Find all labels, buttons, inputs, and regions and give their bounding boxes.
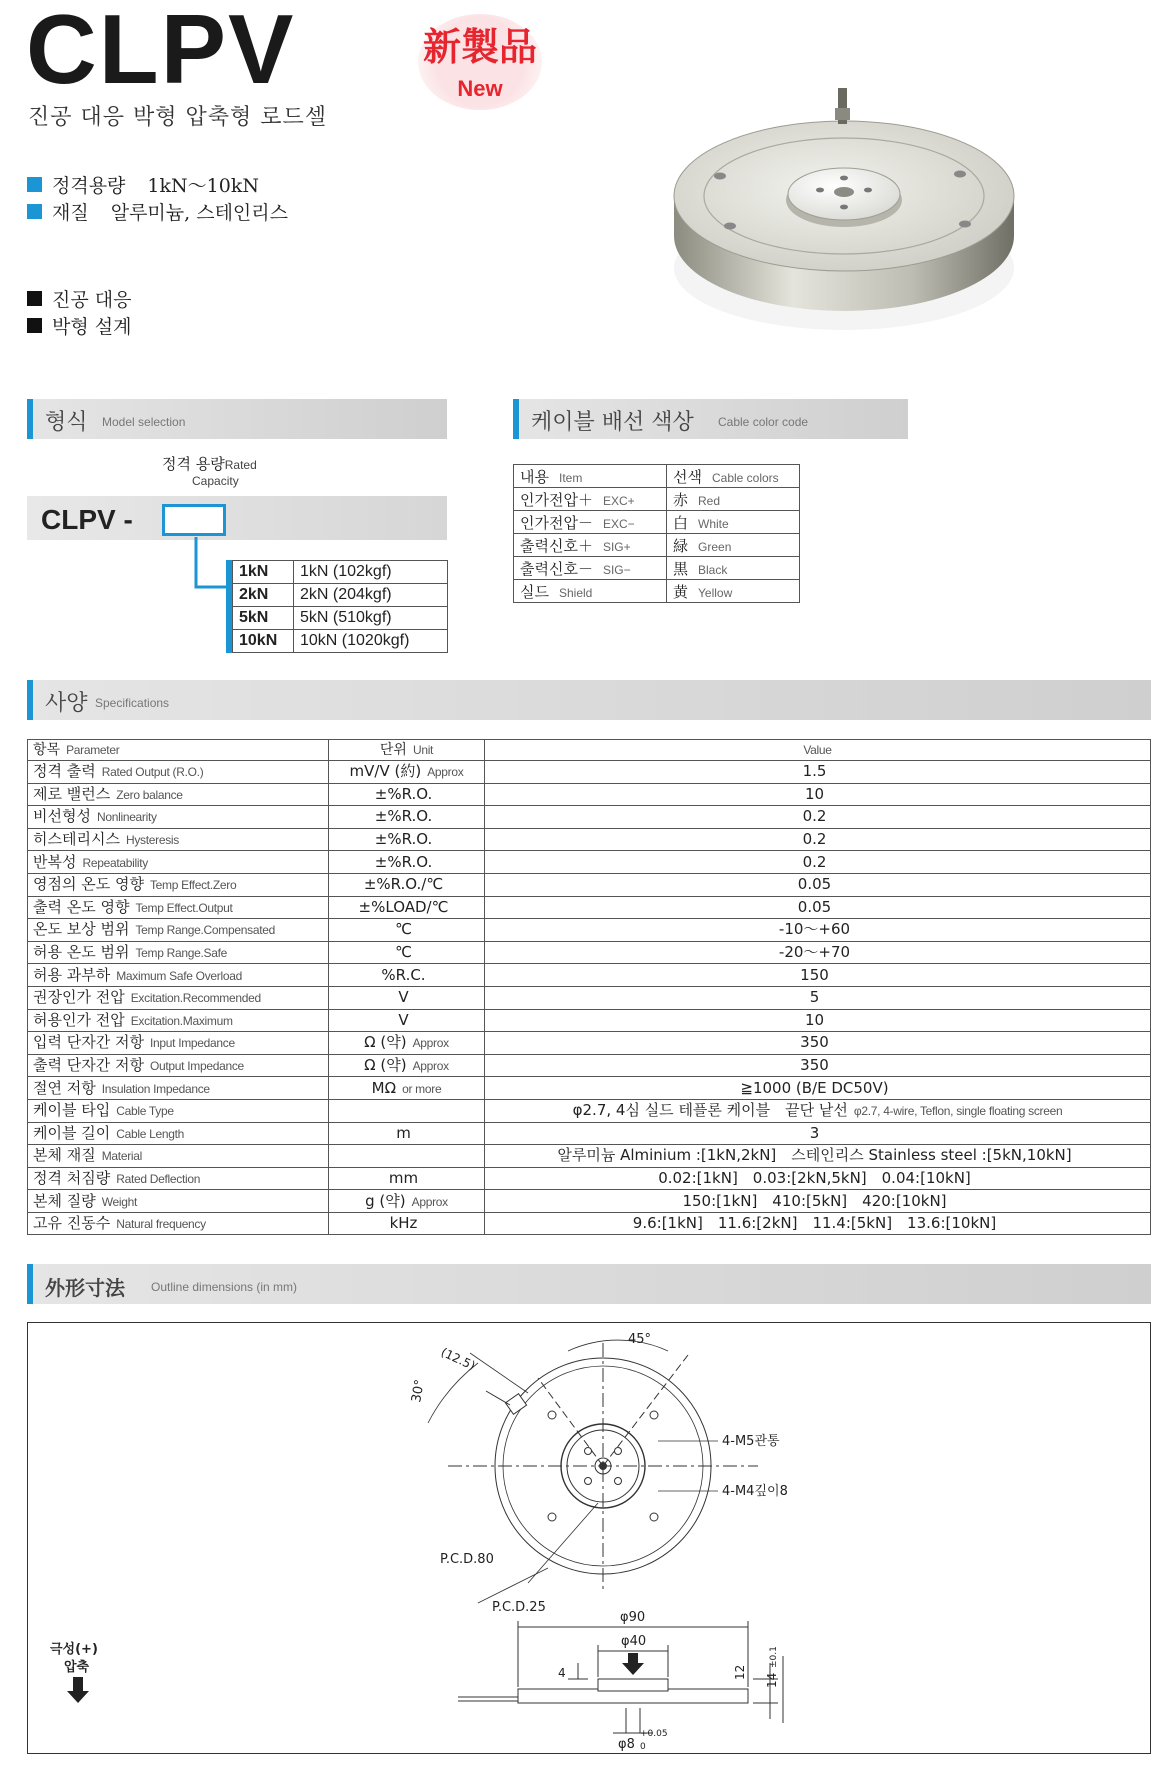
- spec-unit: Ω (약): [364, 1033, 407, 1052]
- spec-param-en: Cable Type: [116, 1104, 174, 1119]
- spec-unit: %R.C.: [381, 965, 426, 984]
- spec-value: 0.2: [802, 852, 827, 871]
- spec-value: 3: [809, 1123, 820, 1142]
- spec-unit: mm: [388, 1168, 419, 1187]
- spec-param-en: Natural frequency: [116, 1217, 206, 1232]
- spec-param: 허용 온도 범위: [33, 943, 130, 962]
- spec-param: 온도 보상 범위: [33, 920, 130, 939]
- cable-color-row: [514, 580, 800, 603]
- rated-capacity-en2: Capacity: [192, 474, 239, 488]
- spec-value: 9.6:[1kN] 11.6:[2kN] 11.4:[5kN] 13.6:[10kN]: [632, 1214, 997, 1233]
- material-value: 알루미늄, 스테인리스: [110, 202, 288, 224]
- capacity-option-row: [233, 561, 448, 584]
- spec-param-en: Nonlinearity: [96, 810, 157, 825]
- spec-unit: ℃: [395, 920, 412, 939]
- rated-capacity-en: Rated: [224, 458, 257, 472]
- dim-h4: 4: [558, 1666, 566, 1680]
- spec-row: [28, 896, 1151, 919]
- bullet-square-icon: [27, 291, 42, 306]
- capacity-option-code: 5kN: [233, 607, 294, 630]
- spec-value: 0.2: [802, 830, 827, 849]
- dim-d8-tol-up: +0.05: [640, 1729, 668, 1739]
- spec-table: [27, 739, 1151, 1235]
- model-code-bar: [27, 496, 447, 540]
- badge-main-text: 新製品: [422, 24, 537, 69]
- spec-unit: ±%R.O.: [374, 807, 433, 826]
- polarity-arrow-icon: [67, 1677, 89, 1703]
- spec-param: 출력 온도 영향: [33, 897, 130, 916]
- capacity-option-desc: 10kN (1020kgf): [294, 630, 448, 653]
- spec-value: 1.5: [802, 762, 827, 781]
- feature-point-1: 진공 대응: [52, 289, 132, 311]
- spec-row: [28, 1032, 1151, 1055]
- spec-param-en: Excitation.Maximum: [130, 1013, 233, 1028]
- cable-head-item-en: Item: [558, 470, 583, 485]
- cable-color: 黄: [673, 582, 689, 601]
- load-arrow-icon: [622, 1653, 644, 1675]
- spec-unit-en: or more: [402, 1081, 442, 1096]
- dim-h14: 14: [765, 1672, 779, 1688]
- rated-capacity-ko: 정격 용량: [162, 455, 225, 473]
- spec-unit: ℃: [395, 943, 412, 962]
- spec-param-en: Temp Range.Compensated: [135, 923, 275, 938]
- spec-row: [28, 964, 1151, 987]
- spec-param: 비선형성: [33, 807, 91, 826]
- dim-d90: φ90: [620, 1610, 646, 1625]
- spec-param-en: Cable Length: [116, 1126, 185, 1141]
- badge-sub-text: New: [457, 76, 503, 101]
- spec-title: 사양: [45, 691, 88, 716]
- bullet-square-icon: [27, 318, 42, 333]
- spec-param-en: Input Impedance: [149, 1036, 235, 1051]
- spec-head-unit: 단위: [379, 742, 407, 758]
- cable-color-table: [513, 464, 800, 603]
- spec-value: 5: [809, 988, 820, 1007]
- spec-unit-en: Approx: [427, 765, 464, 780]
- cable-color-title-en: Cable color code: [718, 415, 809, 429]
- spec-row: [28, 1190, 1151, 1213]
- spec-param: 권장인가 전압: [33, 988, 125, 1007]
- cable-color-title: 케이블 배선 색상: [531, 410, 694, 435]
- new-product-badge: [418, 14, 542, 110]
- spec-value: 0.2: [802, 807, 827, 826]
- spec-row: [28, 873, 1151, 896]
- spec-unit: mV/V (約): [349, 762, 422, 781]
- spec-param: 허용인가 전압: [33, 1010, 125, 1029]
- spec-row: [28, 1054, 1151, 1077]
- capacity-option-desc: 1kN (102kgf): [294, 561, 448, 584]
- spec-value: 0.05: [797, 897, 832, 916]
- model-selection-header: [27, 399, 447, 439]
- spec-value: 0.05: [797, 875, 832, 894]
- spec-value: 0.02:[1kN] 0.03:[2kN,5kN] 0.04:[10kN]: [658, 1168, 971, 1187]
- spec-head-row: [28, 740, 1151, 761]
- dimensions-title: 外形寸法: [45, 1276, 125, 1300]
- cable-color-head-row: [514, 465, 800, 488]
- spec-value: 알루미늄 Alminium :[1kN,2kN] 스테인리스 Stainless steel :[5kN,10kN]: [557, 1146, 1072, 1165]
- spec-row: [28, 1009, 1151, 1032]
- spec-param: 본체 질량: [33, 1191, 96, 1210]
- dim-pcd80: P.C.D.80: [440, 1552, 494, 1567]
- cable-item-en: SIG+: [602, 539, 631, 554]
- cable-item: 출력신호－: [520, 559, 593, 578]
- spec-title-en: Specifications: [95, 696, 170, 710]
- spec-param-en: Material: [101, 1149, 143, 1164]
- spec-row: [28, 1145, 1151, 1168]
- dimensions-title-en: Outline dimensions (in mm): [151, 1280, 298, 1294]
- capacity-value: 1kN～10kN: [147, 175, 259, 197]
- rated-capacity-label: [162, 453, 257, 474]
- product-photo: [660, 86, 1020, 336]
- spec-param: 절연 저항: [33, 1078, 96, 1097]
- cable-color: 白: [673, 513, 689, 532]
- cable-item-en: SIG−: [602, 562, 631, 577]
- cable-head-item: 내용: [520, 467, 549, 486]
- capacity-label: 정격용량: [52, 175, 126, 197]
- spec-param-en: Excitation.Recommended: [130, 991, 261, 1006]
- spec-param: 제로 밸런스: [33, 784, 111, 803]
- spec-unit: MΩ: [371, 1078, 397, 1097]
- material-label: 재질: [52, 202, 89, 224]
- spec-param: 고유 진동수: [33, 1214, 111, 1233]
- cable-item-en: Shield: [558, 585, 593, 600]
- dim-d8-tol-dn: 0: [640, 1742, 646, 1752]
- spec-row: [28, 783, 1151, 806]
- spec-param-en: Temp Effect.Zero: [149, 878, 237, 893]
- spec-head-unit-en: Unit: [412, 743, 434, 757]
- spec-param-en: Rated Output (R.O.): [101, 765, 204, 780]
- spec-value: 350: [800, 1033, 829, 1052]
- capacity-option-row: [233, 630, 448, 653]
- dim-d8: φ8: [618, 1737, 635, 1752]
- dim-cable-offset: (12.5): [438, 1345, 478, 1373]
- feature-vacuum: [27, 285, 131, 312]
- feature-thin: [27, 312, 131, 339]
- cable-item: 인가전압＋: [520, 490, 593, 509]
- cable-color: 黒: [673, 559, 689, 578]
- cable-head-color: 선색: [673, 467, 702, 486]
- cable-item: 인가전압－: [520, 513, 593, 532]
- capacity-option-row: [233, 584, 448, 607]
- spec-param-en: Output Impedance: [149, 1059, 244, 1074]
- model-code-box: [162, 504, 226, 536]
- dim-angle-45: 45°: [628, 1332, 652, 1347]
- spec-param: 히스테리시스: [33, 830, 120, 849]
- cable-head-color-en: Cable colors: [711, 470, 779, 485]
- spec-unit: V: [398, 988, 409, 1007]
- cable-color-en: Green: [698, 539, 732, 554]
- spec-row: [28, 851, 1151, 874]
- dim-m5: 4-M5관통: [722, 1434, 780, 1449]
- spec-unit-en: Approx: [412, 1059, 449, 1074]
- spec-param-en: Rated Deflection: [116, 1171, 201, 1186]
- cable-item: 출력신호＋: [520, 536, 593, 555]
- capacity-option-row: [233, 607, 448, 630]
- feature-material: [27, 198, 288, 225]
- cable-item: 실드: [520, 582, 549, 601]
- spec-row: [28, 986, 1151, 1009]
- spec-param-en: Maximum Safe Overload: [116, 968, 242, 983]
- spec-param-en: Weight: [101, 1194, 138, 1209]
- bullet-square-icon: [27, 177, 42, 192]
- dim-m4: 4-M4깊이8: [722, 1484, 788, 1499]
- cable-color: 赤: [673, 490, 689, 509]
- cable-color-header: [513, 399, 908, 439]
- spec-param-en: Insulation Impedance: [101, 1081, 210, 1096]
- dim-h14-tol: ±0.1: [769, 1646, 779, 1668]
- spec-param: 영점의 온도 영향: [33, 875, 144, 894]
- capacity-option-code: 1kN: [233, 561, 294, 584]
- spec-unit: V: [398, 1010, 409, 1029]
- spec-row: [28, 828, 1151, 851]
- cable-color-row: [514, 511, 800, 534]
- feature-point-2: 박형 설계: [52, 316, 132, 338]
- spec-param: 허용 과부하: [33, 965, 111, 984]
- cable-color-row: [514, 557, 800, 580]
- spec-unit: m: [396, 1123, 411, 1142]
- spec-head-value: Value: [803, 743, 832, 757]
- spec-row: [28, 761, 1151, 784]
- spec-param: 케이블 길이: [33, 1123, 111, 1142]
- spec-param-en: Hysteresis: [125, 833, 179, 848]
- spec-row: [28, 1099, 1151, 1122]
- spec-param: 본체 재질: [33, 1146, 96, 1165]
- model-title: CLPV: [26, 0, 296, 104]
- spec-unit-en: Approx: [412, 1036, 449, 1051]
- spec-row: [28, 919, 1151, 942]
- spec-unit: g (약): [365, 1191, 406, 1210]
- capacity-option-code: 10kN: [233, 630, 294, 653]
- spec-unit: ±%R.O.: [374, 830, 433, 849]
- spec-param: 정격 처짐량: [33, 1168, 111, 1187]
- model-selection-title-en: Model selection: [102, 415, 186, 429]
- spec-row: [28, 1167, 1151, 1190]
- model-selection-title: 형식: [45, 410, 88, 435]
- spec-param: 케이블 타입: [33, 1101, 111, 1120]
- polarity-label: 극성(+): [50, 1642, 98, 1657]
- cable-color-en: White: [698, 516, 729, 531]
- spec-unit-en: Approx: [411, 1194, 448, 1209]
- spec-value: φ2.7, 4심 실드 테플론 케이블 끝단 낱선: [572, 1101, 848, 1120]
- cable-color: 緑: [673, 536, 689, 555]
- cable-color-row: [514, 488, 800, 511]
- cable-color-en: Red: [698, 493, 721, 508]
- feature-capacity: [27, 171, 259, 198]
- spec-value: 10: [804, 784, 825, 803]
- dimension-drawing: [28, 1323, 1150, 1753]
- spec-value: 10: [804, 1010, 825, 1029]
- bullet-square-icon: [27, 204, 42, 219]
- polarity-compression-label: 압축: [64, 1660, 90, 1675]
- spec-param-en: Repeatability: [82, 855, 148, 870]
- spec-param-en: Temp Range.Safe: [135, 946, 228, 961]
- spec-row: [28, 1077, 1151, 1100]
- dimension-drawing-frame: [27, 1322, 1151, 1754]
- cable-item-en: EXC+: [602, 493, 635, 508]
- spec-head-param-en: Parameter: [66, 743, 120, 757]
- spec-unit: Ω (약): [364, 1056, 407, 1075]
- spec-unit: ±%R.O.: [374, 784, 433, 803]
- spec-param: 입력 단자간 저항: [33, 1033, 144, 1052]
- spec-value: 150:[1kN] 410:[5kN] 420:[10kN]: [682, 1191, 947, 1210]
- spec-value: 150: [800, 965, 829, 984]
- model-code-prefix: CLPV -: [41, 504, 133, 535]
- spec-header: [27, 680, 1151, 720]
- capacity-options: [226, 560, 454, 653]
- spec-param: 출력 단자간 저항: [33, 1056, 144, 1075]
- dim-pcd25: P.C.D.25: [492, 1600, 546, 1615]
- spec-value: 350: [800, 1056, 829, 1075]
- spec-unit: ±%R.O./℃: [363, 875, 444, 894]
- spec-param-en: Temp Effect.Output: [135, 900, 233, 915]
- capacity-option-desc: 5kN (510kgf): [294, 607, 448, 630]
- spec-row: [28, 806, 1151, 829]
- spec-value: -10～+60: [778, 920, 851, 939]
- spec-value: -20～+70: [778, 943, 851, 962]
- spec-row: [28, 1212, 1151, 1235]
- spec-param: 반복성: [33, 852, 77, 871]
- cable-color-en: Black: [698, 562, 728, 577]
- cable-color-row: [514, 534, 800, 557]
- spec-row: [28, 941, 1151, 964]
- spec-unit: ±%R.O.: [374, 852, 433, 871]
- spec-unit: ±%LOAD/℃: [358, 897, 449, 916]
- dim-d40: φ40: [621, 1634, 647, 1649]
- capacity-option-code: 2kN: [233, 584, 294, 607]
- spec-unit: kHz: [389, 1214, 418, 1233]
- dim-h12: 12: [733, 1664, 747, 1680]
- spec-value: ≧1000 (B/E DC50V): [740, 1078, 889, 1097]
- dimensions-header: [27, 1264, 1151, 1304]
- dim-angle-30: 30°: [409, 1378, 428, 1404]
- spec-row: [28, 1122, 1151, 1145]
- capacity-option-desc: 2kN (204kgf): [294, 584, 448, 607]
- product-subtitle: 진공 대응 박형 압축형 로드셀: [28, 105, 327, 130]
- spec-param-en: Zero balance: [116, 787, 183, 802]
- spec-head-param: 항목: [33, 742, 61, 758]
- cable-color-en: Yellow: [698, 585, 733, 600]
- spec-param: 정격 출력: [33, 762, 96, 781]
- cable-item-en: EXC−: [602, 516, 635, 531]
- spec-value-en: φ2.7, 4-wire, Teflon, single floating screen: [853, 1104, 1063, 1119]
